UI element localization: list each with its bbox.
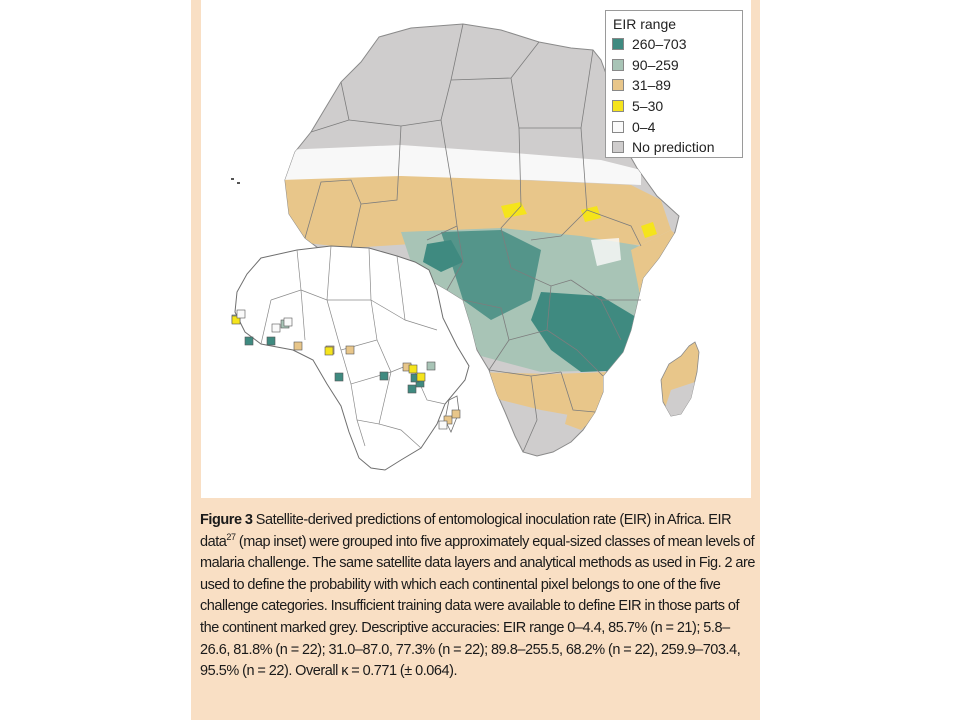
legend — [605, 10, 743, 158]
cape-verde-dots — [231, 178, 240, 184]
inset-site-marker — [237, 310, 245, 318]
legend-label: 260–703 — [632, 36, 687, 53]
caption-sentence-2-start: EIR data — [200, 512, 732, 550]
inset-site-marker — [439, 421, 447, 429]
inset-site-marker — [417, 373, 425, 381]
inset-site-marker — [335, 373, 343, 381]
legend-item — [612, 116, 742, 137]
inset-site-marker — [284, 318, 292, 326]
legend-label: 90–259 — [632, 56, 679, 73]
legend-swatch — [612, 38, 624, 50]
inset-site-marker — [452, 410, 460, 418]
caption-sentence-1: Satellite-derived predictions of entomological inoculation rate (EIR) in Africa. — [255, 512, 705, 528]
inset-site-marker — [408, 385, 416, 393]
legend-item — [612, 137, 742, 158]
legend-swatch — [612, 79, 624, 91]
legend-label: 5–30 — [632, 98, 664, 115]
legend-title: EIR range — [613, 16, 677, 32]
map-frame — [201, 0, 751, 498]
inset-site-marker — [245, 337, 253, 345]
legend-label: 0–4 — [632, 118, 656, 135]
inset-site-marker — [427, 362, 435, 370]
caption-reference: 27 — [226, 531, 236, 542]
figure-panel — [191, 0, 760, 720]
legend-item — [612, 96, 742, 117]
caption-accuracies: Descriptive accuracies: EIR range 0–4.4, 85.7% (n = 21); 5.8–26.6, 81.8% (n = 22); 31.0–87.0, 77.3% (n = 22); 89.8–255.5, 68.2% (n = 22), 259.9–703.4, 95.5% (n = 22). Overall κ = 0.771 (± 0.064). — [200, 619, 741, 680]
inset-site-marker — [294, 342, 302, 350]
inset-site-marker — [380, 372, 388, 380]
legend-label: 31–89 — [632, 77, 671, 94]
legend-swatch — [612, 59, 624, 71]
legend-swatch — [612, 121, 624, 133]
figure-caption — [200, 510, 756, 683]
legend-item — [612, 75, 742, 96]
legend-label: No prediction — [632, 139, 715, 156]
legend-swatch — [612, 141, 624, 153]
caption-sentence-2-end: (map inset) were grouped into five approximately equal-sized classes of mean levels of malaria challenge. The same satellite data layers and analytical methods as used in Fig. 2 are used to define the probability with which each continental pixel belongs to one of the five challenge categories. Insufficient training data were available to define EIR in those parts of the continent marked grey. — [200, 533, 756, 636]
legend-item — [612, 55, 742, 76]
inset-site-marker — [272, 324, 280, 332]
inset-site-marker — [346, 346, 354, 354]
legend-rows — [612, 34, 742, 158]
inset-site-marker — [267, 337, 275, 345]
inset-site-marker — [409, 365, 417, 373]
legend-item — [612, 34, 742, 55]
inset-site-marker — [325, 347, 333, 355]
figure-label: Figure 3 — [200, 512, 253, 528]
legend-swatch — [612, 100, 624, 112]
